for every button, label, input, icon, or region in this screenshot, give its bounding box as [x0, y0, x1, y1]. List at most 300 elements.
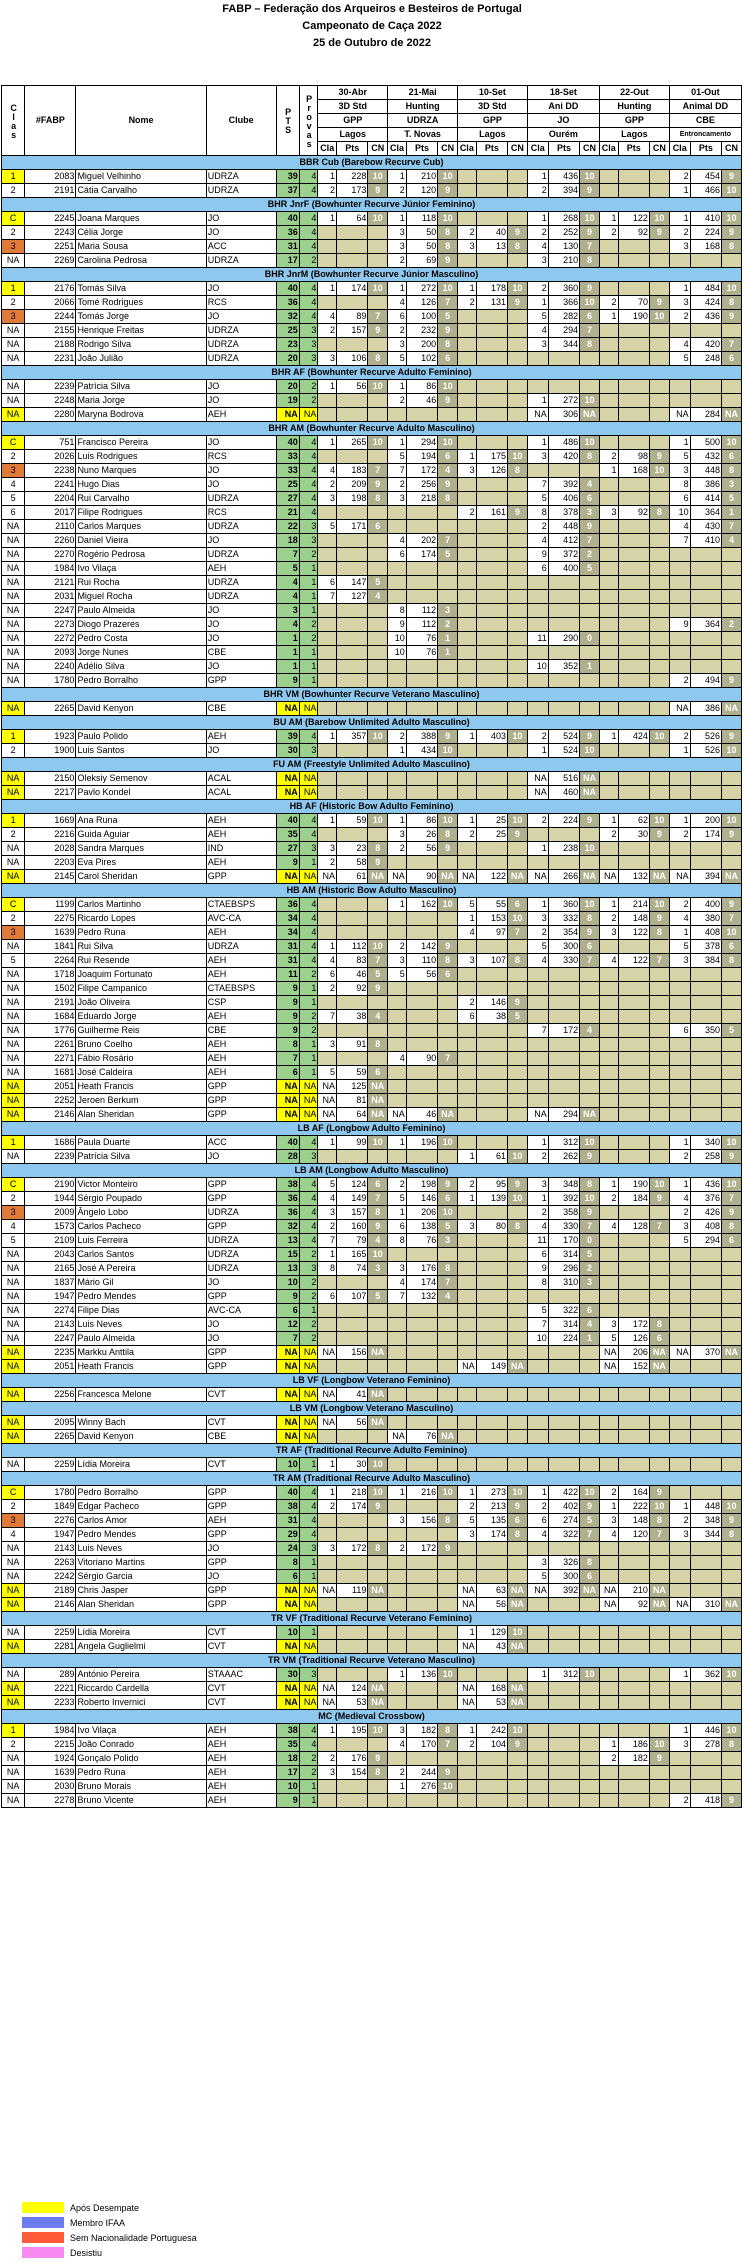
event-score-cell: 172: [548, 1024, 579, 1038]
event-cn-points-cell: 1: [580, 660, 600, 674]
event-score-cell: 168: [618, 464, 649, 478]
event-cn-points-cell: [649, 618, 669, 632]
event-score-cell: 102: [406, 352, 437, 366]
total-points-cell: NA: [276, 408, 299, 422]
event-rank-cell: [458, 1556, 477, 1570]
event-score-cell: [618, 674, 649, 688]
archer-name-cell: Maryna Bodrova: [76, 408, 206, 422]
event-rank-cell: 1: [318, 1724, 337, 1738]
event-rank-cell: [527, 1038, 548, 1052]
event-rank-cell: [388, 996, 407, 1010]
event-score-cell: [548, 1766, 579, 1780]
table-row: [2, 296, 742, 310]
event-cn-points-cell: [508, 1332, 528, 1346]
event-cn-points-cell: 6: [580, 1304, 600, 1318]
event-score-cell: [548, 1360, 579, 1374]
event-cn-points-cell: 7: [368, 954, 388, 968]
events-count-cell: 4: [299, 506, 318, 520]
event-score-cell: [690, 1696, 721, 1710]
event-cn-points-cell: [368, 548, 388, 562]
event-rank-cell: NA: [599, 1584, 618, 1598]
event-score-cell: [406, 1080, 437, 1094]
table-row: [2, 562, 742, 576]
table-row: [2, 1640, 742, 1654]
rank-cell: NA: [2, 1052, 25, 1066]
club-cell: JO: [206, 436, 276, 450]
event-rank-cell: [669, 1318, 690, 1332]
event-score-cell: 62: [618, 814, 649, 828]
event-score-cell: [406, 772, 437, 786]
event-score-cell: 61: [337, 870, 368, 884]
event-cn-points-cell: 9: [368, 478, 388, 492]
rank-cell: 5: [2, 492, 25, 506]
event-rank-cell: [318, 744, 337, 758]
event-rank-cell: [388, 982, 407, 996]
event-score-cell: [406, 520, 437, 534]
event-rank-cell: 4: [599, 954, 618, 968]
event-type: Animal DD: [669, 100, 741, 114]
total-points-cell: 27: [276, 842, 299, 856]
event-cn-points-cell: 6: [580, 940, 600, 954]
event-cn-points-cell: [580, 604, 600, 618]
events-count-cell: 4: [299, 282, 318, 296]
event-rank-cell: [458, 1206, 477, 1220]
event-rank-cell: [527, 464, 548, 478]
archer-name-cell: Rui Carvalho: [76, 492, 206, 506]
event-score-cell: 194: [406, 450, 437, 464]
event-cn-points-cell: [368, 786, 388, 800]
event-score-cell: [476, 1024, 507, 1038]
total-points-cell: NA: [276, 1430, 299, 1444]
event-score-cell: 244: [406, 1766, 437, 1780]
legend-item: [22, 2230, 197, 2245]
event-rank-cell: [458, 982, 477, 996]
event-cn-points-cell: [368, 912, 388, 926]
event-cn-points-cell: [649, 1304, 669, 1318]
total-points-cell: NA: [276, 786, 299, 800]
table-row: [2, 1052, 742, 1066]
event-score-cell: [618, 968, 649, 982]
event-score-cell: 206: [406, 1206, 437, 1220]
total-points-cell: 36: [276, 296, 299, 310]
event-score-cell: [476, 1290, 507, 1304]
event-score-cell: [476, 968, 507, 982]
event-cn-points-cell: 9: [580, 1150, 600, 1164]
event-rank-cell: [669, 1682, 690, 1696]
table-row: [2, 1276, 742, 1290]
event-score-cell: 172: [337, 1542, 368, 1556]
fabp-id-cell: 1984: [25, 562, 76, 576]
total-points-cell: 11: [276, 968, 299, 982]
event-score-cell: [690, 786, 721, 800]
club-cell: JO: [206, 226, 276, 240]
event-rank-cell: [388, 660, 407, 674]
event-cn-points-cell: [649, 254, 669, 268]
event-score-cell: [406, 1640, 437, 1654]
event-score-cell: [476, 1752, 507, 1766]
event-score-cell: [690, 562, 721, 576]
event-score-cell: 173: [337, 184, 368, 198]
event-score-cell: 330: [548, 1220, 579, 1234]
event-score-cell: [690, 1038, 721, 1052]
event-score-cell: [618, 842, 649, 856]
events-count-cell: 1: [299, 660, 318, 674]
event-rank-cell: [318, 408, 337, 422]
event-score-cell: [548, 1752, 579, 1766]
event-cn-points-cell: [649, 324, 669, 338]
event-score-cell: 118: [406, 212, 437, 226]
event-cn-points-cell: [508, 1430, 528, 1444]
event-rank-cell: 3: [527, 912, 548, 926]
total-points-cell: 37: [276, 184, 299, 198]
total-points-cell: 7: [276, 548, 299, 562]
event-cn-points-cell: NA: [580, 408, 600, 422]
col-header-cla: Cla: [318, 142, 337, 156]
club-cell: JO: [206, 744, 276, 758]
event-rank-cell: [318, 1150, 337, 1164]
event-rank-cell: [318, 1794, 337, 1808]
event-score-cell: [548, 1080, 579, 1094]
event-score-cell: 58: [337, 856, 368, 870]
event-cn-points-cell: [649, 1640, 669, 1654]
event-cn-points-cell: [438, 996, 458, 1010]
events-count-cell: 3: [299, 1150, 318, 1164]
event-rank-cell: [388, 1066, 407, 1080]
col-header-cla: Cla: [527, 142, 548, 156]
table-row: [2, 1696, 742, 1710]
event-rank-cell: NA: [318, 1696, 337, 1710]
rank-cell: C: [2, 1486, 25, 1500]
event-score-cell: 214: [618, 898, 649, 912]
event-rank-cell: [669, 394, 690, 408]
event-rank-cell: [669, 1108, 690, 1122]
event-rank-cell: [669, 1556, 690, 1570]
event-rank-cell: NA: [527, 1584, 548, 1598]
event-score-cell: 89: [337, 310, 368, 324]
event-rank-cell: [318, 1332, 337, 1346]
archer-name-cell: Lídia Moreira: [76, 1626, 206, 1640]
event-score-cell: [476, 352, 507, 366]
event-rank-cell: [527, 1360, 548, 1374]
event-score-cell: [548, 1458, 579, 1472]
event-score-cell: [476, 646, 507, 660]
event-cn-points-cell: [508, 1038, 528, 1052]
event-cn-points-cell: [649, 660, 669, 674]
fabp-id-cell: 2260: [25, 534, 76, 548]
fabp-id-cell: 1686: [25, 1136, 76, 1150]
event-score-cell: 55: [476, 898, 507, 912]
event-score-cell: 126: [406, 296, 437, 310]
table-row: [2, 1136, 742, 1150]
table-body: [2, 156, 742, 1808]
event-score-cell: 25: [476, 814, 507, 828]
event-rank-cell: 1: [669, 814, 690, 828]
events-count-cell: 1: [299, 1626, 318, 1640]
event-cn-points-cell: [580, 1010, 600, 1024]
event-score-cell: [337, 240, 368, 254]
event-rank-cell: [458, 1262, 477, 1276]
total-points-cell: 29: [276, 1528, 299, 1542]
event-cn-points-cell: 5: [508, 1010, 528, 1024]
event-cn-points-cell: 10: [649, 212, 669, 226]
event-cn-points-cell: 1: [580, 1332, 600, 1346]
event-rank-cell: [388, 1360, 407, 1374]
event-rank-cell: 1: [458, 1626, 477, 1640]
rank-cell: 3: [2, 464, 25, 478]
event-cn-points-cell: 3: [722, 478, 742, 492]
event-score-cell: 224: [690, 226, 721, 240]
event-rank-cell: [388, 856, 407, 870]
archer-name-cell: Miguel Rocha: [76, 590, 206, 604]
event-score-cell: 420: [548, 450, 579, 464]
event-rank-cell: [599, 520, 618, 534]
event-rank-cell: [458, 548, 477, 562]
event-cn-points-cell: 8: [368, 1038, 388, 1052]
archer-name-cell: Nuno Marques: [76, 464, 206, 478]
events-count-cell: 2: [299, 1290, 318, 1304]
event-org: CBE: [669, 114, 741, 128]
event-cn-points-cell: 10: [722, 282, 742, 296]
event-score-cell: [618, 1682, 649, 1696]
event-cn-points-cell: 10: [649, 814, 669, 828]
event-rank-cell: NA: [599, 1360, 618, 1374]
event-rank-cell: 1: [388, 1780, 407, 1794]
total-points-cell: 25: [276, 478, 299, 492]
event-cn-points-cell: [368, 926, 388, 940]
event-score-cell: [406, 1416, 437, 1430]
table-row: [2, 1752, 742, 1766]
fabp-id-cell: 2189: [25, 1584, 76, 1598]
fabp-id-cell: 2176: [25, 282, 76, 296]
table-row: [2, 632, 742, 646]
event-score-cell: [548, 1052, 579, 1066]
event-score-cell: [337, 1024, 368, 1038]
club-cell: JO: [206, 394, 276, 408]
event-rank-cell: [388, 590, 407, 604]
fabp-id-cell: 2264: [25, 954, 76, 968]
event-rank-cell: [669, 1038, 690, 1052]
event-cn-points-cell: [508, 562, 528, 576]
event-score-cell: [337, 898, 368, 912]
event-cn-points-cell: [508, 1136, 528, 1150]
events-count-cell: 1: [299, 646, 318, 660]
event-score-cell: 294: [690, 1234, 721, 1248]
event-score-cell: 92: [618, 506, 649, 520]
event-cn-points-cell: [368, 828, 388, 842]
event-rank-cell: [669, 1626, 690, 1640]
fabp-id-cell: 1944: [25, 1192, 76, 1206]
event-score-cell: [690, 1752, 721, 1766]
event-score-cell: [476, 590, 507, 604]
event-rank-cell: 6: [318, 968, 337, 982]
table-row: [2, 730, 742, 744]
event-rank-cell: [527, 1542, 548, 1556]
event-rank-cell: 2: [458, 1500, 477, 1514]
rank-cell: 2: [2, 184, 25, 198]
event-cn-points-cell: NA: [580, 1584, 600, 1598]
events-count-cell: 1: [299, 1794, 318, 1808]
event-rank-cell: [458, 562, 477, 576]
table-row: [2, 842, 742, 856]
event-rank-cell: 7: [318, 1010, 337, 1024]
club-cell: JO: [206, 632, 276, 646]
archer-name-cell: Cátia Carvalho: [76, 184, 206, 198]
table-row: [2, 744, 742, 758]
event-rank-cell: 2: [318, 856, 337, 870]
event-rank-cell: [458, 534, 477, 548]
event-rank-cell: [458, 408, 477, 422]
event-score-cell: 100: [406, 310, 437, 324]
table-row: [2, 1570, 742, 1584]
event-rank-cell: 1: [388, 1668, 407, 1682]
event-score-cell: [406, 786, 437, 800]
archer-name-cell: Pedro Costa: [76, 632, 206, 646]
event-score-cell: 90: [406, 1052, 437, 1066]
event-score-cell: [476, 520, 507, 534]
event-cn-points-cell: [368, 660, 388, 674]
event-rank-cell: 2: [388, 254, 407, 268]
event-rank-cell: 5: [388, 450, 407, 464]
event-score-cell: 420: [690, 338, 721, 352]
event-cn-points-cell: [438, 1332, 458, 1346]
event-score-cell: 424: [690, 296, 721, 310]
events-count-cell: 1: [299, 562, 318, 576]
event-rank-cell: [388, 674, 407, 688]
event-score-cell: [337, 632, 368, 646]
event-cn-points-cell: [508, 590, 528, 604]
archer-name-cell: João Julião: [76, 352, 206, 366]
event-score-cell: [690, 1360, 721, 1374]
archer-name-cell: Edgar Pacheco: [76, 1500, 206, 1514]
fabp-id-cell: 2215: [25, 1738, 76, 1752]
fabp-id-cell: 2051: [25, 1360, 76, 1374]
event-rank-cell: 2: [458, 1178, 477, 1192]
event-cn-points-cell: [438, 1150, 458, 1164]
event-score-cell: [337, 828, 368, 842]
event-rank-cell: 8: [388, 1234, 407, 1248]
event-score-cell: [690, 842, 721, 856]
event-score-cell: 124: [337, 1178, 368, 1192]
event-score-cell: 274: [548, 1514, 579, 1528]
event-cn-points-cell: 10: [580, 1486, 600, 1500]
fabp-id-cell: 1924: [25, 1752, 76, 1766]
event-cn-points-cell: 10: [368, 170, 388, 184]
events-count-cell: 1: [299, 1066, 318, 1080]
event-cn-points-cell: [438, 1570, 458, 1584]
event-cn-points-cell: NA: [368, 1682, 388, 1696]
event-score-cell: [690, 1094, 721, 1108]
event-score-cell: 64: [337, 212, 368, 226]
event-score-cell: [406, 1094, 437, 1108]
event-rank-cell: 4: [527, 240, 548, 254]
events-count-cell: 2: [299, 1332, 318, 1346]
event-score-cell: 127: [337, 590, 368, 604]
event-cn-points-cell: 9: [508, 996, 528, 1010]
event-score-cell: 216: [406, 1486, 437, 1500]
event-cn-points-cell: 9: [438, 394, 458, 408]
event-score-cell: [690, 1290, 721, 1304]
event-cn-points-cell: [649, 562, 669, 576]
event-score-cell: [618, 436, 649, 450]
event-score-cell: [337, 912, 368, 926]
table-row: [2, 1724, 742, 1738]
event-score-cell: [337, 1150, 368, 1164]
table-row: [2, 1738, 742, 1752]
event-score-cell: 284: [690, 408, 721, 422]
event-score-cell: [618, 576, 649, 590]
event-rank-cell: [458, 170, 477, 184]
event-cn-points-cell: [508, 254, 528, 268]
event-cn-points-cell: 10: [438, 898, 458, 912]
club-cell: CVT: [206, 1416, 276, 1430]
event-rank-cell: [599, 1556, 618, 1570]
event-score-cell: [548, 856, 579, 870]
event-cn-points-cell: 9: [580, 1206, 600, 1220]
event-cn-points-cell: [649, 1234, 669, 1248]
rank-cell: NA: [2, 1766, 25, 1780]
event-score-cell: 306: [548, 408, 579, 422]
event-rank-cell: 7: [388, 464, 407, 478]
event-rank-cell: [458, 660, 477, 674]
event-score-cell: [690, 380, 721, 394]
event-rank-cell: [458, 1388, 477, 1402]
event-rank-cell: 10: [669, 506, 690, 520]
event-rank-cell: NA: [599, 1346, 618, 1360]
event-cn-points-cell: [368, 1528, 388, 1542]
table-row: [2, 1360, 742, 1374]
event-score-cell: [406, 1066, 437, 1080]
event-rank-cell: [318, 254, 337, 268]
event-score-cell: 56: [337, 1416, 368, 1430]
event-cn-points-cell: [649, 492, 669, 506]
archer-name-cell: Adélio Silva: [76, 660, 206, 674]
event-rank-cell: [318, 996, 337, 1010]
event-score-cell: 86: [406, 380, 437, 394]
club-cell: AEH: [206, 1724, 276, 1738]
events-count-cell: NA: [299, 1640, 318, 1654]
event-rank-cell: [527, 1080, 548, 1094]
event-rank-cell: [599, 1234, 618, 1248]
event-rank-cell: [318, 1276, 337, 1290]
event-score-cell: [618, 604, 649, 618]
event-score-cell: [618, 394, 649, 408]
event-cn-points-cell: [722, 1318, 742, 1332]
event-score-cell: [618, 184, 649, 198]
event-score-cell: 314: [548, 1248, 579, 1262]
event-score-cell: 406: [548, 492, 579, 506]
event-rank-cell: [599, 1682, 618, 1696]
federation-title: FABP – Federação dos Arqueiros e Besteiros de Portugal: [222, 3, 522, 15]
total-points-cell: 31: [276, 954, 299, 968]
event-cn-points-cell: [649, 940, 669, 954]
event-score-cell: [690, 1108, 721, 1122]
rank-cell: NA: [2, 590, 25, 604]
col-header-clube: Clube: [206, 86, 276, 156]
event-rank-cell: 3: [388, 954, 407, 968]
total-points-cell: NA: [276, 1094, 299, 1108]
archer-name-cell: João Oliveira: [76, 996, 206, 1010]
event-rank-cell: 2: [669, 1206, 690, 1220]
club-cell: CVT: [206, 1696, 276, 1710]
event-cn-points-cell: [508, 1556, 528, 1570]
total-points-cell: 40: [276, 1486, 299, 1500]
event-score-cell: 162: [406, 898, 437, 912]
total-points-cell: NA: [276, 772, 299, 786]
event-score-cell: 97: [476, 926, 507, 940]
event-rank-cell: [458, 1136, 477, 1150]
club-cell: JO: [206, 282, 276, 296]
event-rank-cell: [599, 968, 618, 982]
